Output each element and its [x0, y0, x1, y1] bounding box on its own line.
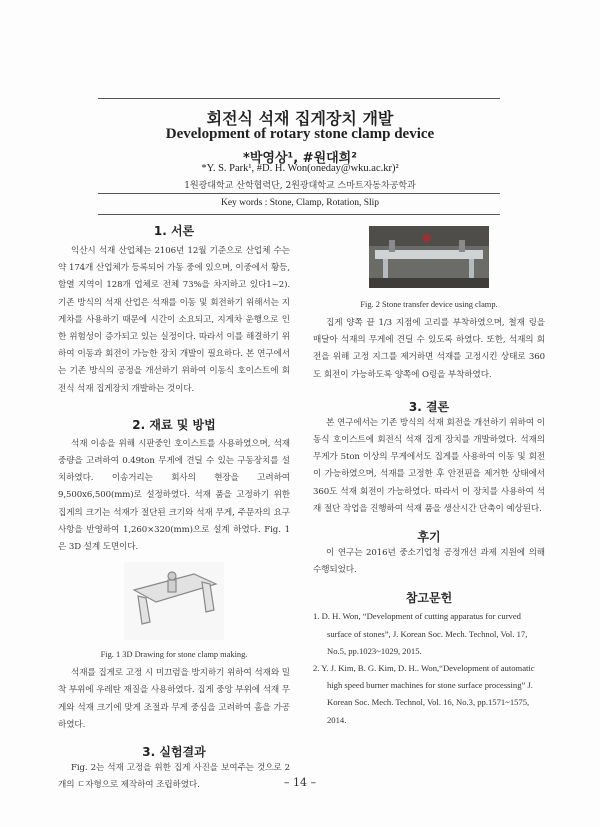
section-heading-materials: 2. 재료 및 방법 — [132, 417, 216, 432]
right-column — [313, 226, 545, 729]
results-paragraph-2: 집게 양쪽 끝 1/3 지점에 고리를 부착하였으며, 철재 링을 매달아 석재의 무게에 견딜 수 있도록 하였다. 또한, 석재의 회전을 위해 고정 지그를 제거하면 석재를 고정시킨 상태로 360도 회전이 가능하도록 양쪽에 O링을 부착하였다. — [313, 318, 545, 380]
reference-item: 2. Y. J. Kim, B. G. Kim, D. H.. Won,“Development of automatic high speed burner machines for stone surface processing” J. Korean Soc. Mech. Technol, Vol. 16, No.3, pp.1571~1575, 2014. — [313, 663, 535, 725]
section-heading-intro: 1. 서론 — [153, 224, 195, 238]
figure-2-photo — [369, 226, 489, 288]
conclusion-paragraph: 본 연구에서는 기존 방식의 석재 회전을 개선하기 위하여 이동식 호이스트에 회전식 석재 집게 장치를 개발하였다. 석재의 무게가 5ton 이상의 무게에서도 집게를 사용하여 이동 및 회전이 가능하였으며, 석재를 고정한 후 안전핀을 제거한 상태에서 360도 석재 회전이 가능하였다. 따라서 이 장치를 사용하여 석재 절단 작업을 진행하여 석재 품을 생산시간 단축이 예상된다. — [313, 417, 545, 514]
reference-item: 1. D. H. Won, “Development of cutting apparatus for curved surface of stones”, J. Korean Soc. Mech. Technol, Vol. 17, No.5, pp.1023~1029, 2015. — [313, 611, 528, 656]
figure-1-caption: Fig. 1 3D Drawing for stone clamp making. — [100, 650, 248, 660]
left-column — [58, 222, 290, 794]
top-rule — [98, 98, 500, 99]
figure-1-3d-drawing — [124, 562, 224, 640]
section-heading-references: 참고문헌 — [405, 591, 453, 606]
materials-paragraph: 석재 이송을 위해 시판중인 호이스트를 사용하였으며, 석재 중량을 고려하여 0.49ton 무게에 견딜 수 있는 구동장치를 설치하였다. 이송거리는 회사의 현장을 고려하여 9,500x6,500(mm)로 설정하였다. 석재 품을 고정하기 위한 집게의 크기는 석재가 절단된 크기와 석재 무게, 주문자의 요구사항을 반영하여 1,260×320(mm)으로 설계 하였다. Fig. 1은 3D 설계 도면이다. — [58, 438, 290, 553]
figure-2-caption: Fig. 2 Stone transfer device using clamp. — [360, 300, 498, 309]
section-heading-results: 3. 실험결과 — [142, 745, 206, 760]
intro-paragraph: 익산시 석재 산업체는 2106년 12월 기준으로 산업체 수는 약 174개 산업체가 등록되어 가동 중에 있으며, 이중에서 황등, 함열 지역이 128개 업체로 전체 73%을 차지하고 있다1~2).기존 방식의 석재 산업은 석재를 이동 및 회전하기 위해서는 지게차를 사용하기 때문에 시간이 소요되고, 지게차 운행으로 인한 위험성이 증가되고 있는 실정이다. 따라서 이를 해결하기 위하여 이동과 회전이 가능한 장치 개발이 필요하다. 본 연구에서는 기존 방식의 공정을 개선하기 위하여 이동식 호이스트에 회전식 석재 집게장치 개발하는 것이다. — [58, 246, 290, 394]
keywords: Key words : Stone, Clamp, Rotation, Slip — [220, 198, 380, 208]
materials-paragraph-2: 석재를 집게로 고정 시 미끄럼을 방지하기 위하여 석재와 밀착 부위에 우레탄 재질을 사용하였다. 집게 중앙 부위에 석재 무게와 석재 크기에 맞게 조절과 무게 중심을 고려하여 홈을 가공하였다. — [58, 668, 290, 730]
title-korean: 회전식 석재 집게장치 개발 — [206, 109, 394, 128]
authors-korean: *박영상¹, #원대희² — [243, 151, 357, 166]
section-heading-acknowledgement: 후기 — [417, 530, 441, 545]
affiliation: 1원광대학교 산학협력단, 2원광대학교 스마트자동차공학과 — [184, 181, 416, 191]
acknowledgement-paragraph: 이 연구는 2016년 중소기업청 공정개선 과제 지원에 의해 수행되었다. — [313, 548, 545, 576]
results-paragraph: Fig. 2는 석재 고정을 위한 집게 사진을 보여주는 것으로 2개의 ㄷ자형으로 제작하여 조립하였다. — [58, 763, 290, 791]
keywords-bottom-rule — [98, 214, 500, 215]
clamp-drawing-image — [124, 562, 224, 640]
page-number: – 14 – — [284, 776, 316, 789]
authors-english: *Y. S. Park¹, #D. H. Won(oneday@wku.ac.kr)² — [201, 163, 399, 174]
title-english: Development of rotary stone clamp device — [165, 126, 435, 142]
keywords-top-rule — [98, 193, 500, 194]
section-heading-conclusion: 3. 결론 — [408, 399, 450, 414]
clamp-photo-image — [369, 226, 489, 288]
